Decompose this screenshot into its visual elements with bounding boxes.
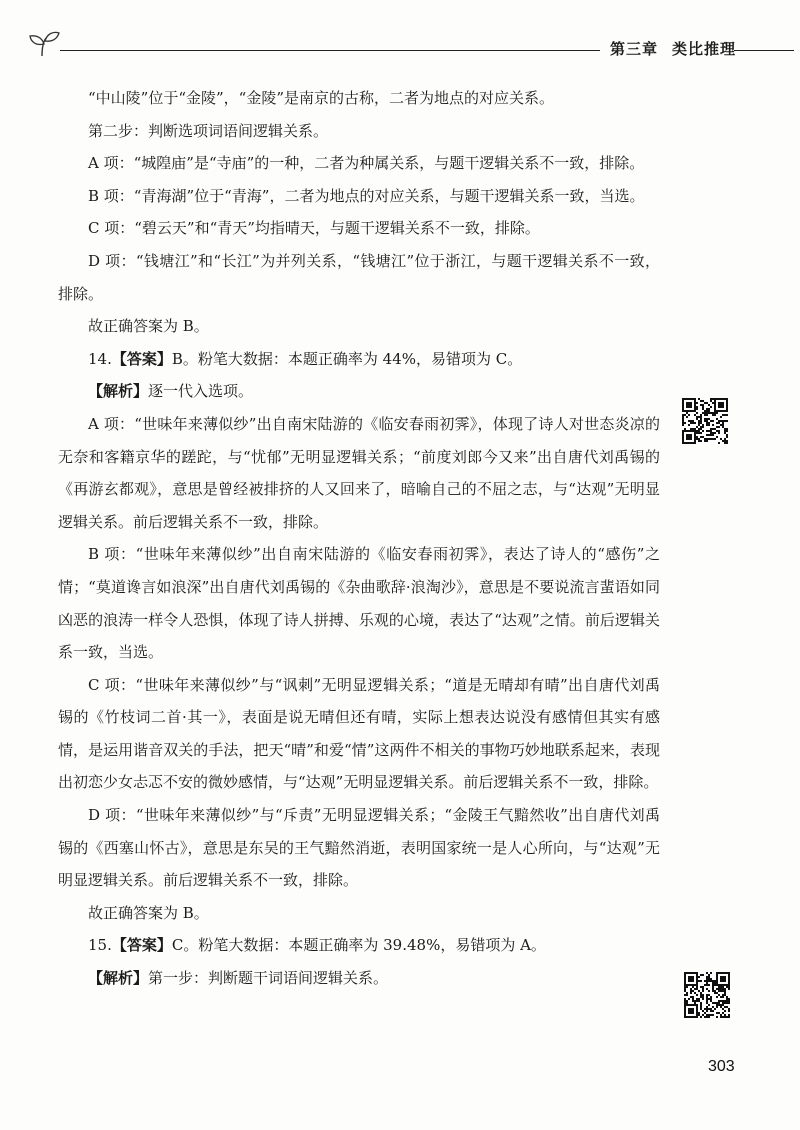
- q15-analysis-text: 第一步：判断题干词语间逻辑关系。: [148, 969, 389, 988]
- qr-code-icon[interactable]: [684, 972, 730, 1018]
- q15-answer-text: C。粉笔大数据：本题正确率为 39.48%，易错项为 A。: [171, 936, 546, 955]
- q15-number: 15.: [88, 936, 112, 955]
- q15-answer: [58, 929, 660, 962]
- q15-analysis: [58, 962, 660, 995]
- q14-analysis: [58, 375, 660, 408]
- paragraph: “中山陵”位于“金陵”，“金陵”是南京的古称，二者为地点的对应关系。: [88, 89, 555, 107]
- page-number: 303: [708, 1058, 735, 1075]
- answer-tag: 【答案】: [111, 936, 172, 955]
- paragraph: 第二步：判断选项词语间逻辑关系。: [88, 121, 329, 140]
- option-a: A 项：“城隍庙”是“寺庙”的一种，二者为种属关系，与题干逻辑关系不一致，排除。: [88, 154, 645, 173]
- q14-answer: [58, 343, 660, 376]
- analysis-tag: 【解析】: [88, 969, 149, 988]
- analysis-tag: 【解析】: [88, 382, 149, 401]
- chapter-label: 第三章: [610, 40, 659, 58]
- page-body: [58, 82, 660, 995]
- chapter-title: [610, 38, 736, 59]
- option-b: B 项：“世味年来薄似纱”出自南宋陆游的《临安春雨初霁》，表达了诗人的“感伤”之情；“莫道谗言如浪深”出自唐代刘禹锡的《杂曲歌辞·浪淘沙》，意思是不要说流言蜚语如同凶恶的浪涛一样令人恐惧，体现了诗人拼搏、乐观的心境，表达了“达观”之情。前后逻辑关系一致，当选。: [58, 545, 660, 662]
- q14-answer-text: B。粉笔大数据：本题正确率为 44%，易错项为 C。: [171, 349, 523, 368]
- option-c: C 项：“世味年来薄似纱”与“讽刺”无明显逻辑关系；“道是无晴却有晴”出自唐代刘禹锡的《竹枝词二首·其一》，表面是说无晴但还有晴，实际上想表达说没有感情但其实有感情，是运用谐音双关的手法，把天“晴”和爱“情”这两件不相关的事物巧妙地联系起来，表现出初恋少女忐忑不安的微妙感情，与“达观”无明显逻辑关系。前后逻辑关系不一致，排除。: [58, 675, 660, 792]
- page-header: [28, 30, 800, 64]
- conclusion: 故正确答案为 B。: [88, 903, 209, 922]
- option-d: D 项：“世味年来薄似纱”与“斥责”无明显逻辑关系；“金陵王气黯然收”出自唐代刘禹锡的《西塞山怀古》，意思是东吴的王气黯然消逝，表明国家统一是人心所向，与“达观”无明显逻辑关系。前后逻辑关系不一致，排除。: [58, 806, 660, 890]
- q14-analysis-text: 逐一代入选项。: [148, 382, 254, 401]
- option-d: D 项：“钱塘江”和“长江”为并列关系，“钱塘江”位于浙江，与题干逻辑关系不一致，排除。: [58, 251, 660, 303]
- answer-tag: 【答案】: [111, 349, 172, 368]
- sprout-icon: [28, 30, 62, 58]
- q14-number: 14.: [88, 349, 112, 368]
- header-rule-right: [734, 50, 794, 51]
- conclusion: 故正确答案为 B。: [88, 317, 209, 336]
- option-b: B 项：“青海湖”位于“青海”，二者为地点的对应关系，与题干逻辑关系一致，当选。: [88, 186, 645, 205]
- header-rule: [60, 50, 600, 51]
- option-a: A 项：“世味年来薄似纱”出自南宋陆游的《临安春雨初霁》，体现了诗人对世态炎凉的无奈和客籍京华的蹉跎，与“忧郁”无明显逻辑关系；“前度刘郎今又来”出自唐代刘禹锡的《再游玄都观》，意思是曾经被排挤的人又回来了，暗喻自己的不屈之志，与“达观”无明显逻辑关系。前后逻辑关系不一致，排除。: [58, 414, 660, 531]
- option-c: C 项：“碧云天”和“青天”均指晴天，与题干逻辑关系不一致，排除。: [88, 219, 540, 238]
- topic-label: 类比推理: [672, 40, 737, 58]
- qr-code-icon[interactable]: [682, 398, 728, 444]
